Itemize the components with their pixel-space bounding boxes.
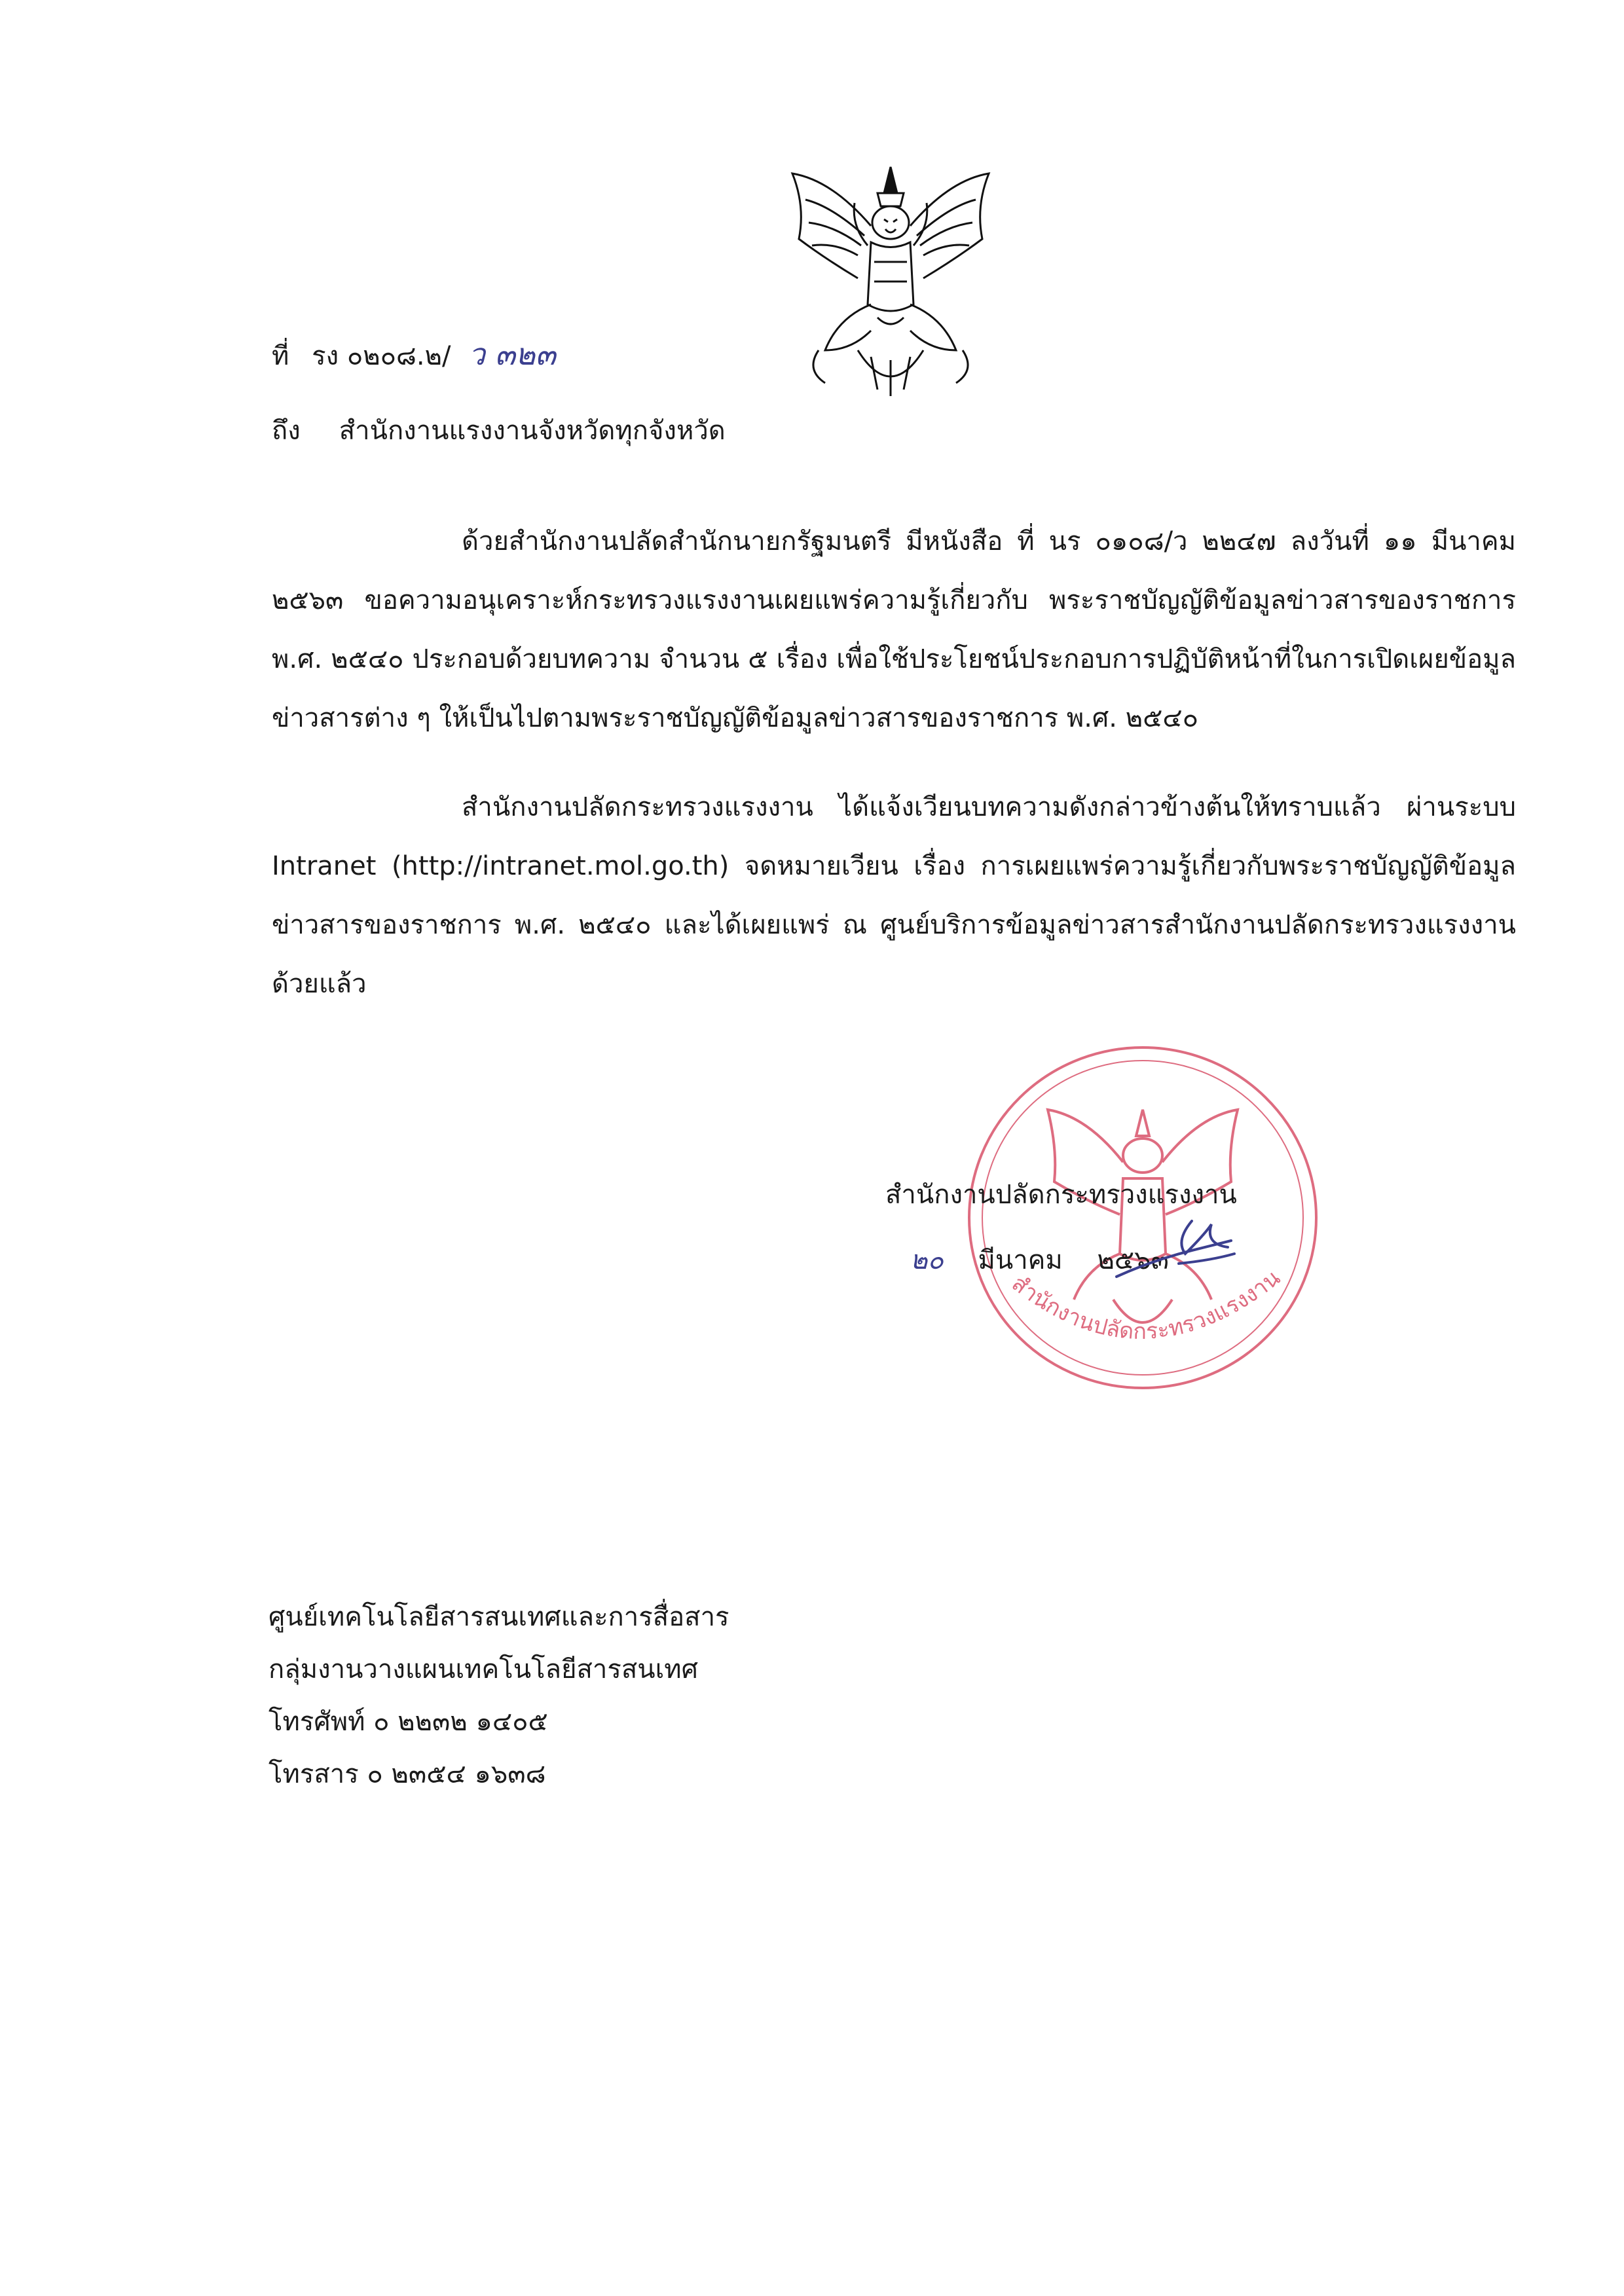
reference-label: ที่ <box>272 341 289 371</box>
signoff-office: สำนักงานปลัดกระทรวงแรงงาน <box>885 1180 1237 1210</box>
signoff-date-year: ๒๕๖๓ <box>1097 1245 1169 1275</box>
recipient-value: สำนักงานแรงงานจังหวัดทุกจังหวัด <box>339 416 726 446</box>
handwritten-signature-icon <box>1113 1214 1238 1286</box>
body-paragraph-1: ด้วยสำนักงานปลัดสำนักนายกรัฐมนตรี มีหนังสือ ที่ นร ๐๑๐๘/ว ๒๒๔๗ ลงวันที่ ๑๑ มีนาคม ๒๕๖๓ ขอความอนุเคราะห์กระทรวงแรงงานเผยแพร่ความรู้เกี่ยวกับ พระราชบัญญัติข้อมูลข่าวสารของราชการ พ.ศ. ๒๕๔๐ ประกอบด้วยบทความ จำนวน ๕ เรื่อง เพื่อใช้ประโยชน์ประกอบการปฏิบัติหน้าที่ในการเปิดเผยข้อมูลข่าวสารต่าง ๆ ให้เป็นไปตามพระราชบัญญัติข้อมูลข่าวสารของราชการ พ.ศ. ๒๕๔๐ <box>272 526 1516 733</box>
footer-department: ศูนย์เทคโนโลยีสารสนเทศและการสื่อสาร <box>268 1602 729 1632</box>
footer-fax: โทรสาร ๐ ๒๓๕๔ ๑๖๓๘ <box>268 1759 546 1789</box>
garuda-emblem-icon <box>779 154 1002 403</box>
recipient-label: ถึง <box>272 416 301 446</box>
reference-number-line <box>272 331 556 378</box>
reference-number: รง ๐๒๐๘.๒/ <box>312 341 451 371</box>
recipient-line <box>272 409 726 451</box>
footer-division: กลุ่มงานวางแผนเทคโนโลยีสารสนเทศ <box>268 1654 699 1685</box>
signoff-date-day: ๒๐ <box>910 1245 944 1275</box>
signoff-date-month: มีนาคม <box>978 1245 1063 1275</box>
footer-phone: โทรศัพท์ ๐ ๒๒๓๒ ๑๔๐๕ <box>268 1707 548 1737</box>
reference-handwritten: ว ๓๒๓ <box>468 337 556 372</box>
body-paragraph-2: สำนักงานปลัดกระทรวงแรงงาน ได้แจ้งเวียนบทความดังกล่าวข้างต้นให้ทราบแล้ว ผ่านระบบ Intranet (http://intranet.mol.go.th) จดหมายเวียน เรื่อง การเผยแพร่ความรู้เกี่ยวกับพระราชบัญญัติข้อมูลข่าวสารของราชการ พ.ศ. ๒๕๔๐ และได้เผยแพร่ ณ ศูนย์บริการข้อมูลข่าวสารสำนักงานปลัดกระทรวงแรงงานด้วยแล้ว <box>272 792 1516 999</box>
stamp-text: สำนักงานปลัดกระทรวงแรงงาน <box>1006 1264 1285 1345</box>
contact-footer <box>268 1591 729 1800</box>
